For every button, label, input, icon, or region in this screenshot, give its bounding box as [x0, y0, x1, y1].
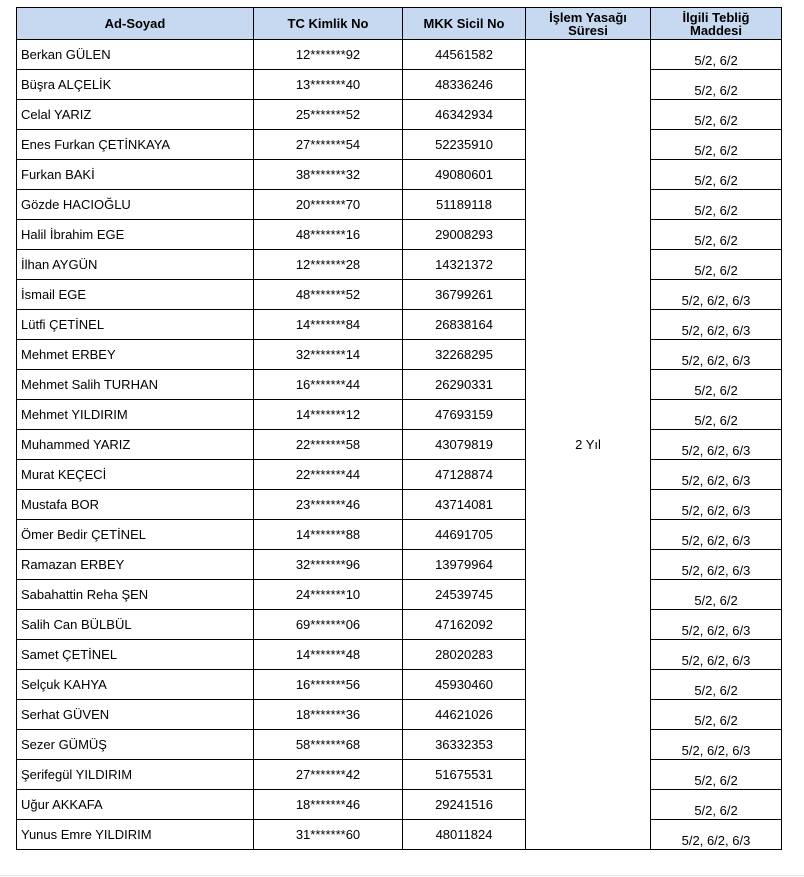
cell-name: Lütfi ÇETİNEL [17, 310, 254, 340]
cell-name: Halil İbrahim EGE [17, 220, 254, 250]
cell-article: 5/2, 6/2 [651, 100, 782, 130]
table-row [17, 40, 782, 70]
header-ban-duration-line1: İşlem Yasağı [549, 9, 627, 25]
cell-name: Mehmet ERBEY [17, 340, 254, 370]
cell-mkk-number: 26290331 [403, 370, 526, 400]
cell-name: Ramazan ERBEY [17, 550, 254, 580]
cell-name: Berkan GÜLEN [17, 40, 254, 70]
cell-tc-number: 16*******56 [254, 670, 403, 700]
cell-mkk-number: 43714081 [403, 490, 526, 520]
cell-tc-number: 14*******48 [254, 640, 403, 670]
cell-name: Gözde HACIOĞLU [17, 190, 254, 220]
cell-name: Selçuk KAHYA [17, 670, 254, 700]
cell-mkk-number: 51675531 [403, 760, 526, 790]
cell-article: 5/2, 6/2, 6/3 [651, 280, 782, 310]
cell-mkk-number: 13979964 [403, 550, 526, 580]
cell-article: 5/2, 6/2, 6/3 [651, 640, 782, 670]
cell-article: 5/2, 6/2, 6/3 [651, 520, 782, 550]
cell-mkk-number: 49080601 [403, 160, 526, 190]
cell-name: Celal YARIZ [17, 100, 254, 130]
table-row [17, 490, 782, 520]
cell-article: 5/2, 6/2 [651, 670, 782, 700]
cell-name: Uğur AKKAFA [17, 790, 254, 820]
cell-tc-number: 58*******68 [254, 730, 403, 760]
table-body [17, 40, 782, 850]
cell-mkk-number: 45930460 [403, 670, 526, 700]
cell-tc-number: 18*******36 [254, 700, 403, 730]
table-row [17, 790, 782, 820]
cell-mkk-number: 51189118 [403, 190, 526, 220]
cell-mkk-number: 26838164 [403, 310, 526, 340]
cell-article: 5/2, 6/2 [651, 760, 782, 790]
cell-mkk-number: 44561582 [403, 40, 526, 70]
cell-name: Sezer GÜMÜŞ [17, 730, 254, 760]
cell-article: 5/2, 6/2 [651, 70, 782, 100]
cell-article: 5/2, 6/2 [651, 790, 782, 820]
trading-ban-table [16, 7, 782, 850]
table-row [17, 400, 782, 430]
cell-tc-number: 16*******44 [254, 370, 403, 400]
header-name: Ad-Soyad [17, 8, 254, 40]
cell-article: 5/2, 6/2 [651, 130, 782, 160]
table-row [17, 370, 782, 400]
page-bottom-divider [0, 875, 804, 876]
cell-name: Enes Furkan ÇETİNKAYA [17, 130, 254, 160]
cell-mkk-number: 47693159 [403, 400, 526, 430]
cell-tc-number: 38*******32 [254, 160, 403, 190]
table-row [17, 220, 782, 250]
cell-name: Samet ÇETİNEL [17, 640, 254, 670]
cell-article: 5/2, 6/2 [651, 160, 782, 190]
cell-tc-number: 14*******12 [254, 400, 403, 430]
table-row [17, 190, 782, 220]
header-article [651, 8, 782, 40]
table-row [17, 700, 782, 730]
cell-mkk-number: 36332353 [403, 730, 526, 760]
cell-tc-number: 25*******52 [254, 100, 403, 130]
cell-article: 5/2, 6/2 [651, 700, 782, 730]
cell-tc-number: 14*******84 [254, 310, 403, 340]
table-row [17, 280, 782, 310]
cell-mkk-number: 48336246 [403, 70, 526, 100]
cell-mkk-number: 44621026 [403, 700, 526, 730]
cell-name: Serhat GÜVEN [17, 700, 254, 730]
header-ban-duration-line2: Süresi [568, 22, 608, 38]
cell-tc-number: 14*******88 [254, 520, 403, 550]
cell-mkk-number: 32268295 [403, 340, 526, 370]
cell-tc-number: 48*******16 [254, 220, 403, 250]
table-row [17, 70, 782, 100]
cell-name: Yunus Emre YILDIRIM [17, 820, 254, 850]
table-row [17, 670, 782, 700]
cell-article: 5/2, 6/2, 6/3 [651, 550, 782, 580]
header-tc-number: TC Kimlik No [254, 8, 403, 40]
cell-article: 5/2, 6/2, 6/3 [651, 490, 782, 520]
cell-article: 5/2, 6/2 [651, 40, 782, 70]
table-row [17, 100, 782, 130]
table-row [17, 310, 782, 340]
header-article-line1: İlgili Tebliğ [682, 9, 750, 25]
cell-name: Murat KEÇECİ [17, 460, 254, 490]
table-row [17, 520, 782, 550]
cell-mkk-number: 36799261 [403, 280, 526, 310]
cell-article: 5/2, 6/2, 6/3 [651, 310, 782, 340]
cell-name: Şerifegül YILDIRIM [17, 760, 254, 790]
cell-article: 5/2, 6/2 [651, 400, 782, 430]
cell-tc-number: 18*******46 [254, 790, 403, 820]
cell-tc-number: 12*******28 [254, 250, 403, 280]
cell-name: İsmail EGE [17, 280, 254, 310]
table-row [17, 730, 782, 760]
table-row [17, 760, 782, 790]
cell-tc-number: 31*******60 [254, 820, 403, 850]
cell-article: 5/2, 6/2, 6/3 [651, 820, 782, 850]
cell-tc-number: 32*******96 [254, 550, 403, 580]
cell-name: Mehmet Salih TURHAN [17, 370, 254, 400]
table-row [17, 250, 782, 280]
table-row [17, 580, 782, 610]
cell-article: 5/2, 6/2 [651, 580, 782, 610]
cell-name: Muhammed YARIZ [17, 430, 254, 460]
cell-tc-number: 69*******06 [254, 610, 403, 640]
cell-name: Sabahattin Reha ŞEN [17, 580, 254, 610]
cell-tc-number: 48*******52 [254, 280, 403, 310]
table-header [17, 8, 782, 40]
cell-mkk-number: 29241516 [403, 790, 526, 820]
cell-name: Salih Can BÜLBÜL [17, 610, 254, 640]
cell-name: Büşra ALÇELİK [17, 70, 254, 100]
cell-name: Furkan BAKİ [17, 160, 254, 190]
table-row [17, 130, 782, 160]
cell-tc-number: 12*******92 [254, 40, 403, 70]
cell-mkk-number: 43079819 [403, 430, 526, 460]
table-row [17, 550, 782, 580]
cell-mkk-number: 52235910 [403, 130, 526, 160]
cell-mkk-number: 47128874 [403, 460, 526, 490]
table-row [17, 610, 782, 640]
cell-mkk-number: 29008293 [403, 220, 526, 250]
cell-article: 5/2, 6/2 [651, 250, 782, 280]
cell-tc-number: 32*******14 [254, 340, 403, 370]
table-row [17, 460, 782, 490]
cell-tc-number: 27*******54 [254, 130, 403, 160]
cell-mkk-number: 46342934 [403, 100, 526, 130]
header-article-line2: Maddesi [689, 22, 742, 38]
cell-mkk-number: 14321372 [403, 250, 526, 280]
cell-name: Mehmet YILDIRIM [17, 400, 254, 430]
cell-tc-number: 13*******40 [254, 70, 403, 100]
cell-article: 5/2, 6/2 [651, 220, 782, 250]
cell-tc-number: 22*******44 [254, 460, 403, 490]
cell-article: 5/2, 6/2 [651, 370, 782, 400]
cell-article: 5/2, 6/2 [651, 190, 782, 220]
header-ban-duration [526, 8, 651, 40]
table-row [17, 430, 782, 460]
cell-article: 5/2, 6/2, 6/3 [651, 340, 782, 370]
table-row [17, 160, 782, 190]
cell-tc-number: 23*******46 [254, 490, 403, 520]
cell-tc-number: 20*******70 [254, 190, 403, 220]
table-row [17, 340, 782, 370]
cell-mkk-number: 44691705 [403, 520, 526, 550]
cell-name: Mustafa BOR [17, 490, 254, 520]
table-row [17, 820, 782, 850]
cell-tc-number: 22*******58 [254, 430, 403, 460]
cell-name: Ömer Bedir ÇETİNEL [17, 520, 254, 550]
cell-tc-number: 27*******42 [254, 760, 403, 790]
cell-article: 5/2, 6/2, 6/3 [651, 460, 782, 490]
cell-ban-duration: 2 Yıl [526, 40, 651, 850]
header-row [17, 8, 782, 40]
header-mkk-number: MKK Sicil No [403, 8, 526, 40]
cell-mkk-number: 48011824 [403, 820, 526, 850]
cell-tc-number: 24*******10 [254, 580, 403, 610]
cell-article: 5/2, 6/2, 6/3 [651, 730, 782, 760]
cell-mkk-number: 24539745 [403, 580, 526, 610]
cell-article: 5/2, 6/2, 6/3 [651, 610, 782, 640]
cell-mkk-number: 28020283 [403, 640, 526, 670]
cell-name: İlhan AYGÜN [17, 250, 254, 280]
table-row [17, 640, 782, 670]
cell-article: 5/2, 6/2, 6/3 [651, 430, 782, 460]
cell-mkk-number: 47162092 [403, 610, 526, 640]
